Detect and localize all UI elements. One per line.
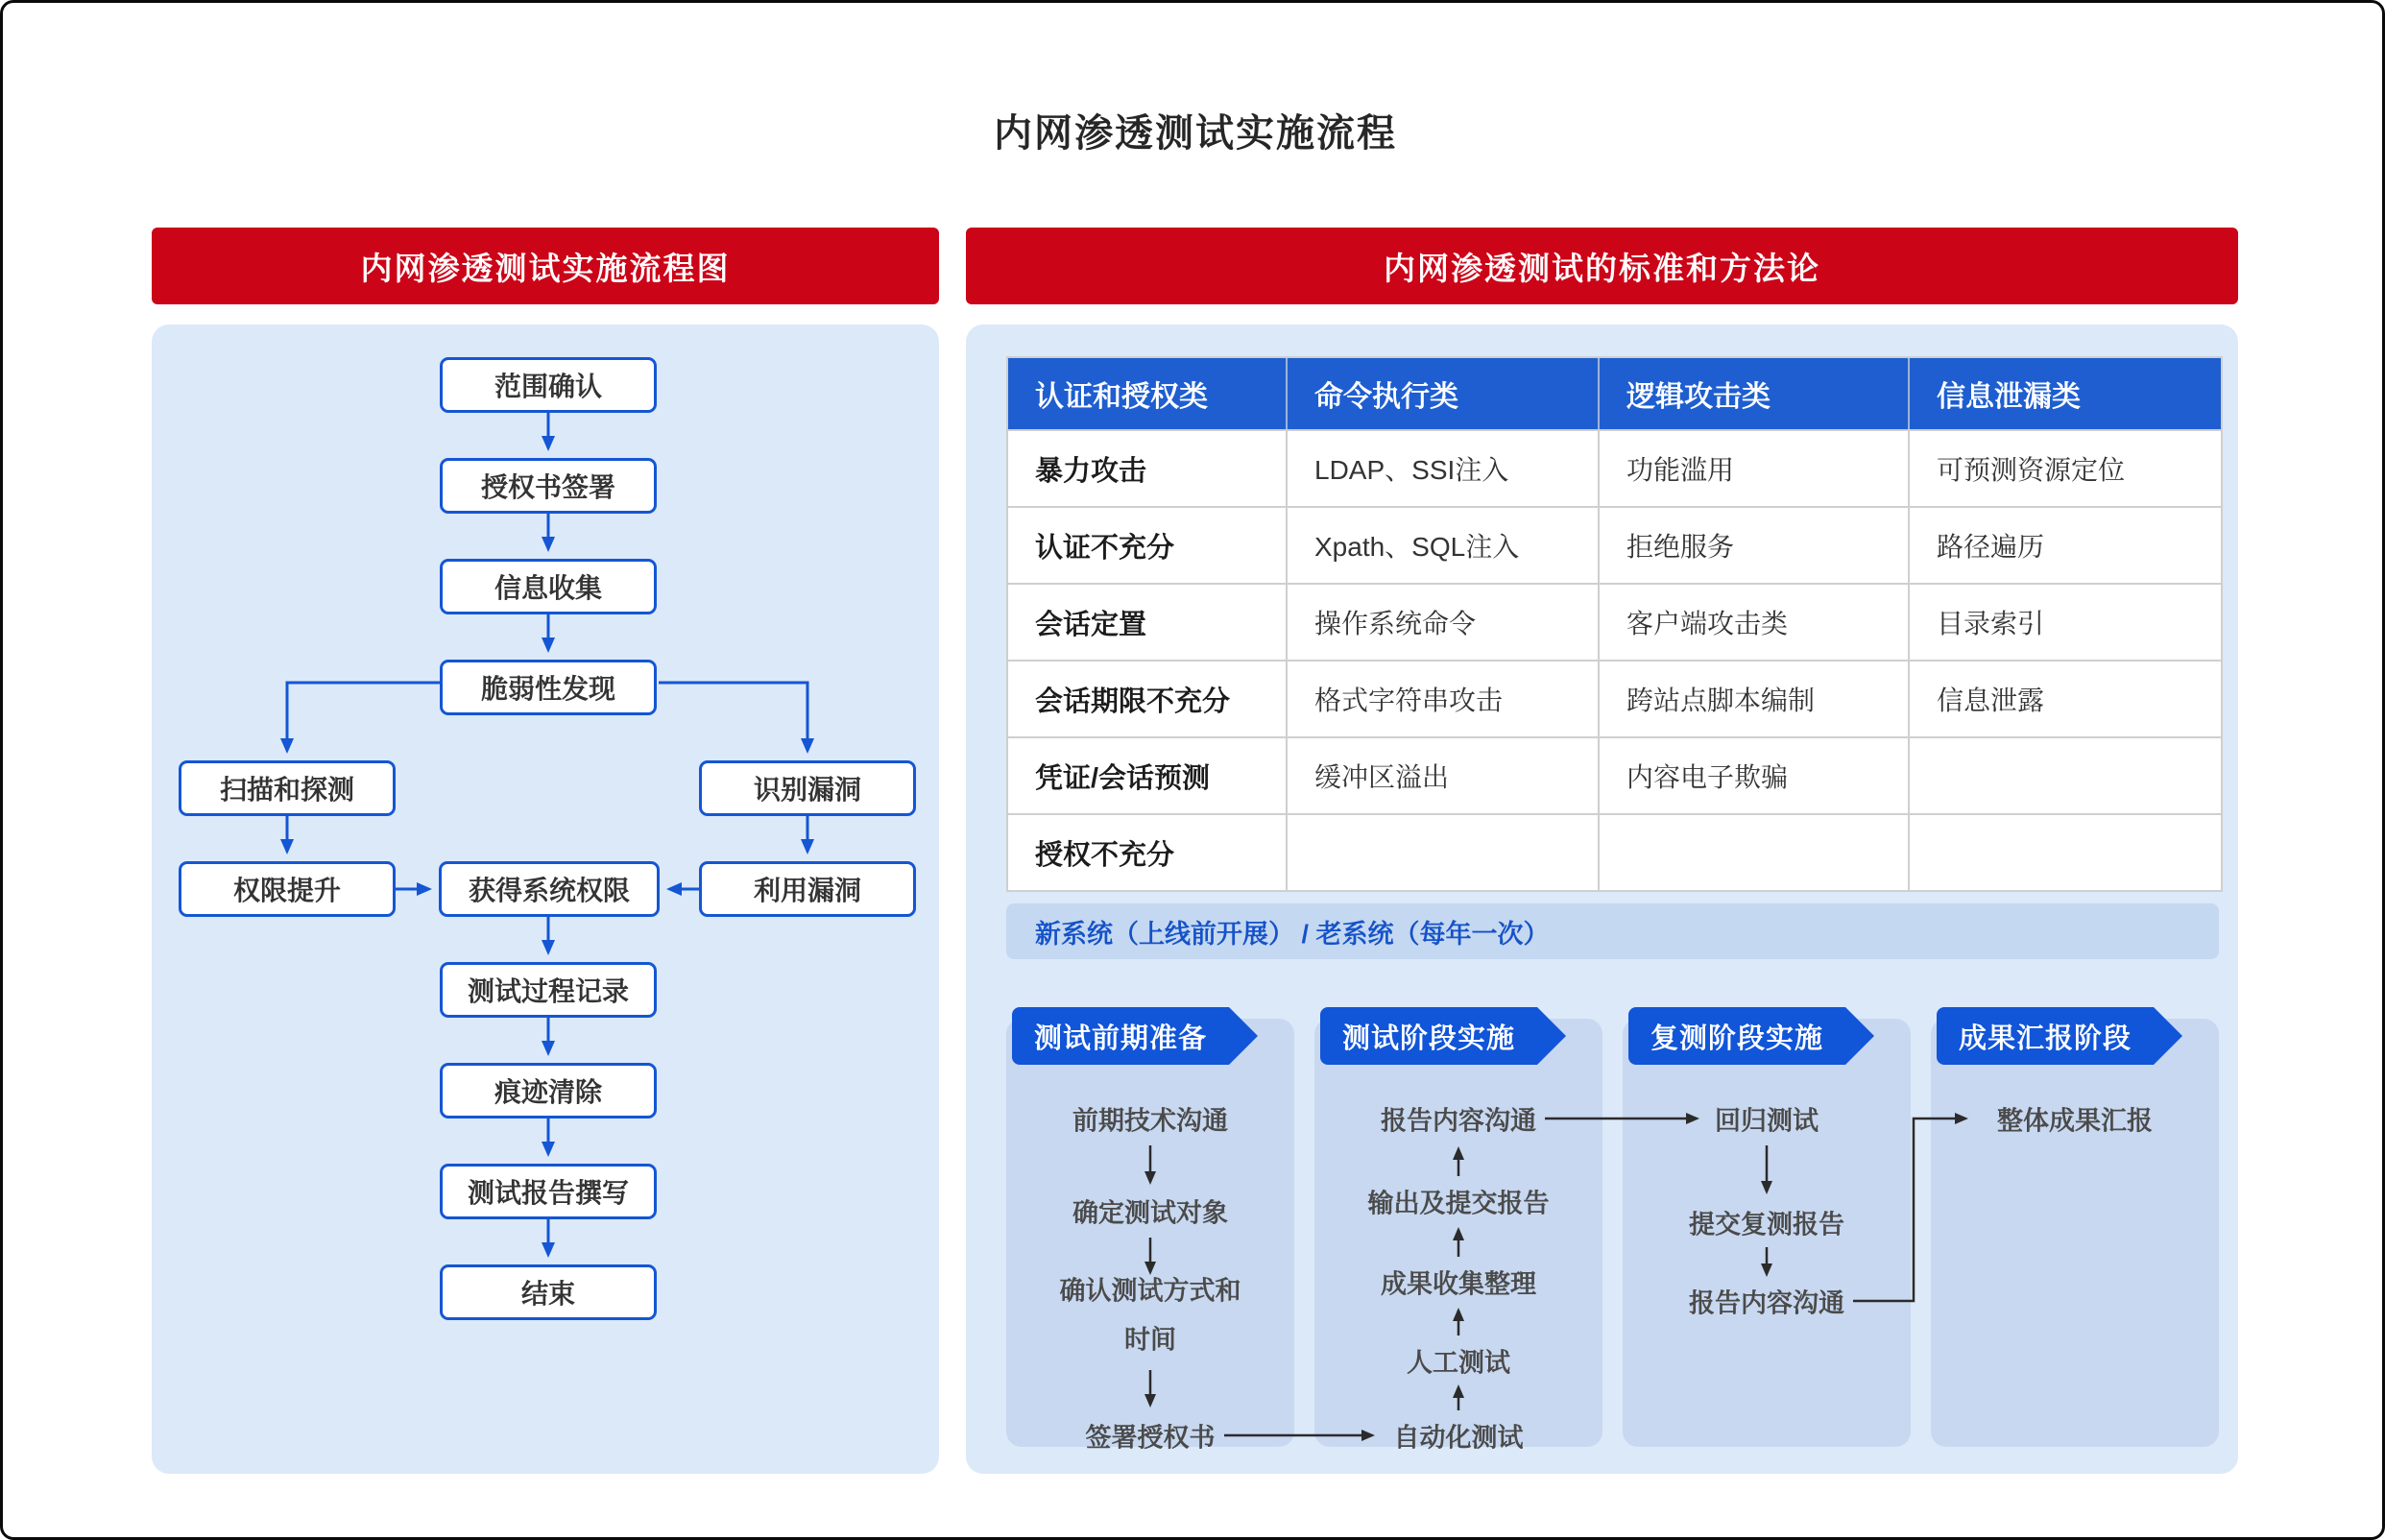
flow-node-gain-system-privilege: 获得系统权限 (439, 861, 660, 917)
stage-step: 回归测试 (1715, 1106, 1819, 1136)
table-cell: 目录索引 (1908, 583, 2221, 660)
stage-banner-testing (1320, 1007, 1566, 1065)
stage-banner-reporting (1937, 1007, 2182, 1065)
stage-banner-label: 测试前期准备 (1012, 1007, 1229, 1065)
stage-step: 输出及提交报告 (1367, 1189, 1550, 1218)
stage-step: 确认测试方式和时间 (1059, 1276, 1241, 1355)
flow-node-trace-cleanup: 痕迹清除 (440, 1063, 657, 1119)
flow-node-identify-vulns: 识别漏洞 (699, 760, 916, 816)
table-cell: LDAP、SSI注入 (1286, 429, 1598, 506)
table-cell: 凭证/会话预测 (1008, 736, 1286, 813)
stage-step: 确定测试对象 (1072, 1198, 1228, 1228)
banner-arrow-tip-icon (1229, 1007, 1258, 1065)
table-cell: 操作系统命令 (1286, 583, 1598, 660)
flow-node-scope-confirm: 范围确认 (440, 357, 657, 413)
table-cell: 暴力攻击 (1008, 429, 1286, 506)
table-header-cell: 信息泄漏类 (1908, 358, 2221, 429)
stage-banner-label: 复测阶段实施 (1628, 1007, 1845, 1065)
stage-step: 报告内容沟通 (1689, 1288, 1844, 1318)
flow-node-report-writing: 测试报告撰写 (440, 1164, 657, 1219)
banner-arrow-tip-icon (1537, 1007, 1566, 1065)
table-cell: 格式字符串攻击 (1286, 660, 1598, 736)
flow-node-info-gathering: 信息收集 (440, 559, 657, 614)
table-cell: 认证不充分 (1008, 506, 1286, 583)
table-cell: Xpath、SQL注入 (1286, 506, 1598, 583)
flow-node-end: 结束 (440, 1264, 657, 1320)
flow-node-process-record: 测试过程记录 (440, 962, 657, 1018)
page-title: 内网渗透测试实施流程 (994, 112, 1397, 155)
left-section-header: 内网渗透测试实施流程图 (152, 228, 939, 304)
stage-column-reporting (1931, 1019, 2219, 1447)
stage-step: 人工测试 (1407, 1348, 1510, 1378)
table-cell (1286, 813, 1598, 890)
table-cell (1908, 813, 2221, 890)
stage-step: 整体成果汇报 (1997, 1106, 2153, 1136)
table-header-cell: 认证和授权类 (1008, 358, 1286, 429)
table-cell: 跨站点脚本编制 (1598, 660, 1908, 736)
stage-column-preparation (1006, 1019, 1294, 1447)
table-cell: 内容电子欺骗 (1598, 736, 1908, 813)
table-cell: 会话定置 (1008, 583, 1286, 660)
systems-note: 新系统（上线前开展） / 老系统（每年一次） (1006, 903, 2219, 959)
banner-arrow-tip-icon (1845, 1007, 1874, 1065)
stage-banner-label: 测试阶段实施 (1320, 1007, 1537, 1065)
stage-column-testing (1314, 1019, 1602, 1447)
stage-banner-label: 成果汇报阶段 (1937, 1007, 2154, 1065)
stage-step: 成果收集整理 (1381, 1269, 1536, 1299)
table-header-cell: 逻辑攻击类 (1598, 358, 1908, 429)
flow-node-exploit-vulns: 利用漏洞 (699, 861, 916, 917)
right-section-header: 内网渗透测试的标准和方法论 (966, 228, 2238, 304)
banner-arrow-tip-icon (2154, 1007, 2182, 1065)
table-cell: 功能滥用 (1598, 429, 1908, 506)
table-header-cell: 命令执行类 (1286, 358, 1598, 429)
table-cell: 授权不充分 (1008, 813, 1286, 890)
table-cell (1908, 736, 2221, 813)
flow-node-authorization-sign: 授权书签署 (440, 458, 657, 514)
flow-node-privilege-escalation: 权限提升 (179, 861, 396, 917)
table-cell (1598, 813, 1908, 890)
table-cell: 信息泄露 (1908, 660, 2221, 736)
stage-step: 前期技术沟通 (1072, 1106, 1228, 1136)
methodology-table (1006, 356, 2223, 892)
table-cell: 拒绝服务 (1598, 506, 1908, 583)
stage-banner-preparation (1012, 1007, 1258, 1065)
flow-node-vulnerability-discovery: 脆弱性发现 (440, 660, 657, 715)
stage-step: 自动化测试 (1393, 1423, 1524, 1453)
table-cell: 客户端攻击类 (1598, 583, 1908, 660)
table-cell: 会话期限不充分 (1008, 660, 1286, 736)
stage-banner-retest (1628, 1007, 1874, 1065)
table-cell: 缓冲区溢出 (1286, 736, 1598, 813)
stage-step: 报告内容沟通 (1381, 1106, 1536, 1136)
table-cell: 可预测资源定位 (1908, 429, 2221, 506)
flow-node-scan-probe: 扫描和探测 (179, 760, 396, 816)
stage-step: 提交复测报告 (1689, 1210, 1844, 1239)
stage-step: 签署授权书 (1085, 1423, 1216, 1453)
table-cell: 路径遍历 (1908, 506, 2221, 583)
